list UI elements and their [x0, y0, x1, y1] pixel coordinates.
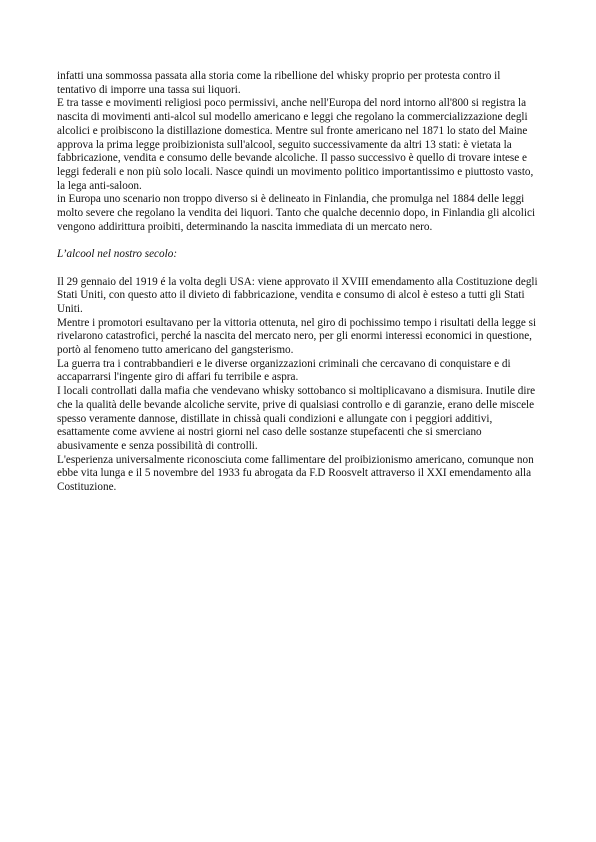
document-body: [57, 70, 540, 495]
paragraph-finland: in Europa uno scenario non troppo diverso si è delineato in Finlandia, che promulga nel 1884 delle leggi molto severe che regolano la vendita dei liquori. Tanto che qualche decennio dopo, in Finlandia gli alcolici vengono addirittura proibiti, determinando la nascita immediata di un mercato nero.: [57, 193, 536, 233]
paragraph-usa-1919: Il 29 gennaio del 1919 é la volta degli USA: viene approvato il XVIII emendamento alla Costituzione degli Stati Uniti, con questo atto il divieto di fabbricazione, vendita e consumo di alcol è esteso a tutti gli Stati Uniti.: [57, 275, 538, 315]
paragraph-repeal-1933: L'esperienza universalmente riconosciuta come fallimentare del proibizionismo americano, comunque non ebbe vita lunga e il 5 novembre del 1933 fu abrogata da F.D Roosvelt attraverso il XXI emendamento alla Costituzione.: [57, 453, 534, 494]
section-heading: L’alcool nel nostro secolo:: [57, 248, 178, 261]
paragraph-northern-europe-maine: E tra tasse e movimenti religiosi poco permissivi, anche nell'Europa del nord intorno all'800 si registra la nascita di movimenti anti-alcol sul modello americano e leggi che regolano la commercializzazione degli alcolici e proibiscono la distillazione domestica. Mentre sul fronte americano nel 1871 lo stato del Maine approva la prima legge proibizionista sull'alcool, seguito successivamente da altri 13 stati: è vietata la fabbricazione, vendita e consumo delle bevande alcoliche. Il passo successivo è quello di trovare intese e leggi federali e non più solo locali. Nasce quindi un movimento politico importantissimo e piuttosto vasto, la lega anti-saloon.: [57, 97, 534, 192]
paragraph-spacer: [57, 234, 540, 248]
paragraph-gangsterism: Mentre i promotori esultavano per la vittoria ottenuta, nel giro di pochissimo tempo i risultati della legge si rivelarono catastrofici, perché la nascita del mercato nero, per gli enormi interessi economici in questione, portò al fenomeno tutto americano del gangsterismo.: [57, 316, 537, 357]
paragraph-mafia-venues: I locali controllati dalla mafia che vendevano whisky sottobanco si moltiplicavano a dismisura. Inutile dire che la qualità delle bevande alcoliche servite, prive di qualsiasi controllo e di garanzie, erano delle miscele spesso veramente dannose, distillate in chissà quali condizioni e allungate con i peggiori additivi, esattamente come avviene ai nostri giorni nel caso delle sostanze stupefacenti che si smerciano abusivamente e senza possibilità di controlli.: [57, 385, 536, 452]
paragraph-smugglers-war: La guerra tra i contrabbandieri e le diverse organizzazioni criminali che cercavano di conquistare e di accaparrarsi l'ingente giro di affari fu terribile e aspra.: [57, 357, 511, 384]
paragraph-whisky-rebellion: infatti una sommossa passata alla storia come la ribellione del whisky proprio per protesta contro il tentativo di imporre una tassa sui liquori.: [57, 70, 501, 96]
paragraph-spacer: [57, 262, 540, 276]
